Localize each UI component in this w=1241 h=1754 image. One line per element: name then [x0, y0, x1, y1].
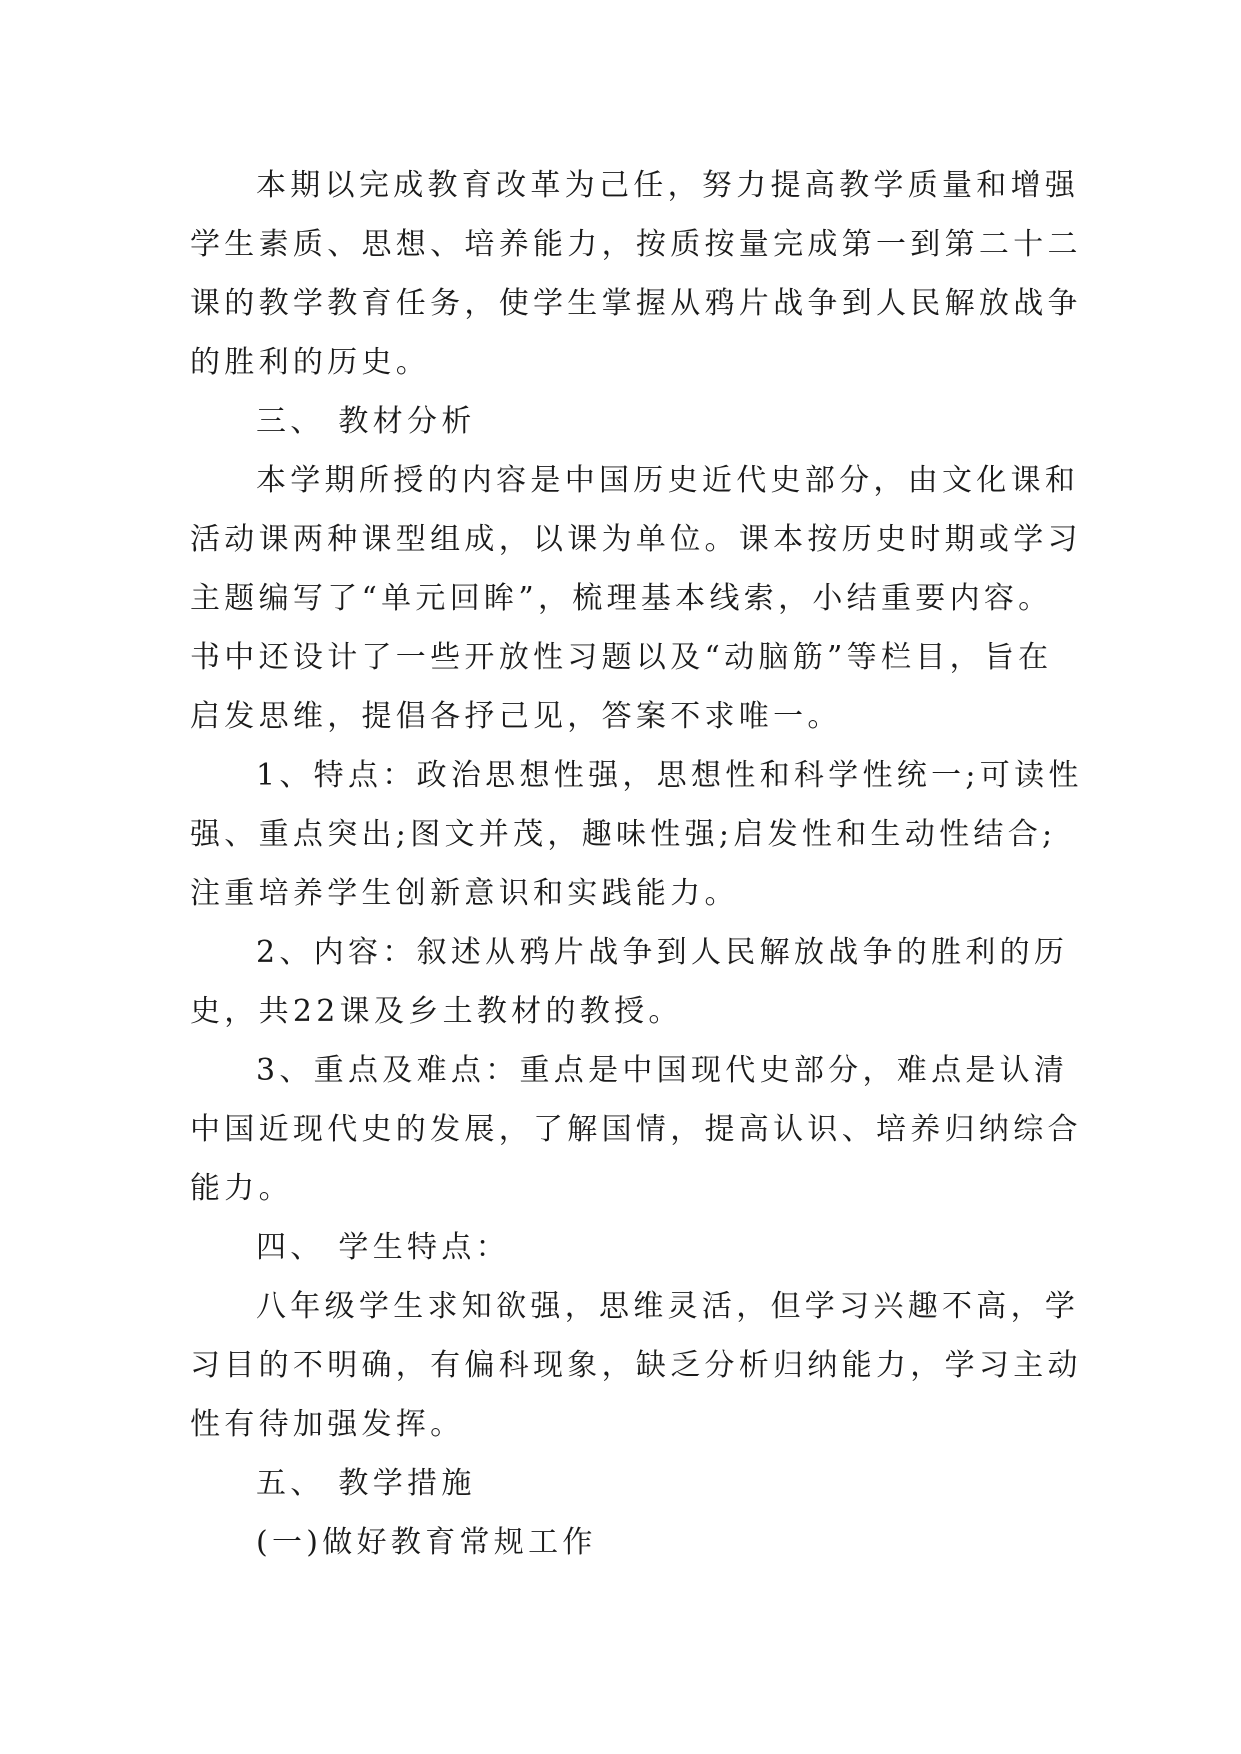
paragraph-line: 性有待加强发挥。	[190, 1407, 465, 1442]
paragraph-line: 习目的不明确，有偏科现象，缺乏分析归纳能力，学习主动	[190, 1348, 1082, 1383]
paragraph-line: 强、重点突出;图文并茂，趣味性强;启发性和生动性结合;	[190, 817, 1057, 852]
paragraph-line: 史，共22课及乡土教材的教授。	[190, 994, 683, 1029]
paragraph-line: 本学期所授的内容是中国历史近代史部分，由文化课和	[256, 463, 1080, 498]
paragraph-line: 中国近现代史的发展，了解国情，提高认识、培养归纳综合	[190, 1112, 1082, 1147]
paragraph-line: 书中还设计了一些开放性习题以及“动脑筋”等栏目，旨在	[190, 640, 1053, 675]
paragraph-line: 主题编写了“单元回眸”，梳理基本线索，小结重要内容。	[190, 581, 1053, 616]
section-heading: 三、 教材分析	[256, 404, 476, 439]
paragraph-line: 本期以完成教育改革为己任，努力提高教学质量和增强	[256, 168, 1080, 203]
paragraph-line: 1、特点：政治思想性强，思想性和科学性统一;可读性	[256, 758, 1083, 793]
paragraph-line: 2、内容：叙述从鸦片战争到人民解放战争的胜利的历	[256, 935, 1069, 970]
subsection-heading: (一)做好教育常规工作	[256, 1525, 597, 1560]
paragraph-line: 课的教学教育任务，使学生掌握从鸦片战争到人民解放战争	[190, 286, 1082, 321]
paragraph-line: 启发思维，提倡各抒己见，答案不求唯一。	[190, 699, 842, 734]
section-heading: 五、 教学措施	[256, 1466, 476, 1501]
section-heading: 四、 学生特点：	[256, 1230, 510, 1265]
paragraph-line: 注重培养学生创新意识和实践能力。	[190, 876, 739, 911]
paragraph-line: 学生素质、思想、培养能力，按质按量完成第一到第二十二	[190, 227, 1082, 262]
paragraph-line: 的胜利的历史。	[190, 345, 431, 380]
paragraph-line: 3、重点及难点：重点是中国现代史部分，难点是认清	[256, 1053, 1069, 1088]
paragraph-line: 能力。	[190, 1171, 293, 1206]
paragraph-line: 八年级学生求知欲强，思维灵活，但学习兴趣不高，学	[256, 1289, 1080, 1324]
paragraph-line: 活动课两种课型组成，以课为单位。课本按历史时期或学习	[190, 522, 1082, 557]
